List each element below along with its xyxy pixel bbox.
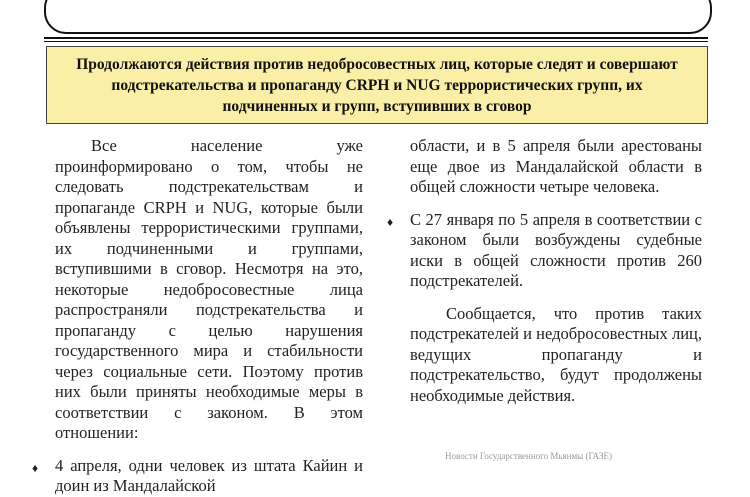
headline-box (46, 46, 708, 124)
footer-credit: Новости Государственного Мьянмы (ГАЗЕ) (445, 451, 612, 461)
right-column (387, 136, 702, 406)
diamond-bullet-icon: ♦ (387, 214, 394, 229)
divider-thin (44, 41, 708, 42)
bullet-item-1 (32, 455, 363, 497)
closing-paragraph: Сообщается, что против таких подстрекателей и недобросовестных лиц, ведущих пропаганду и подстрекательство, будут продолжены необходимые действия. (410, 303, 702, 405)
bullet-1-text: 4 апреля, одни человек из штата Кайин и доин из Мандалайской (55, 455, 363, 495)
bullet-item-2 (387, 209, 702, 292)
intro-paragraph: Все население уже проинформировано о том, чтобы не следовать подстрекательствам и пропаганде CRPH и NUG, которые были объявлены террористическими группами, их подчиненными и группами, вступившими в сговор. Несмотря на это, некоторые недобросовестные лица распространяли подстрекательства и пропаганду с целью нарушения государственного мира и стабильности через социальные сети. Поэтому против них были приняты необходимые меры в соответствии с законом. В этом отношении: (55, 136, 363, 442)
headline-text: Продолжаются действия против недобросовестных лиц, которые следят и совершают подстрекательства и пропаганду CRPH и NUG террористических групп, их подчиненных и групп, вступивших в сговор (76, 55, 678, 115)
bullet-1-continued: области, и в 5 апреля были арестованы еще двое из Мандалайской области в общей сложности четыре человека. (410, 136, 702, 196)
bullet-2-text: С 27 января по 5 апреля в соответствии с законом были возбуждены судебные иски в общей сложности против 260 подстрекателей. (410, 209, 702, 290)
header-frame (44, 0, 712, 34)
divider-thick (44, 37, 708, 39)
diamond-bullet-icon: ♦ (32, 460, 39, 475)
left-column (32, 136, 363, 497)
